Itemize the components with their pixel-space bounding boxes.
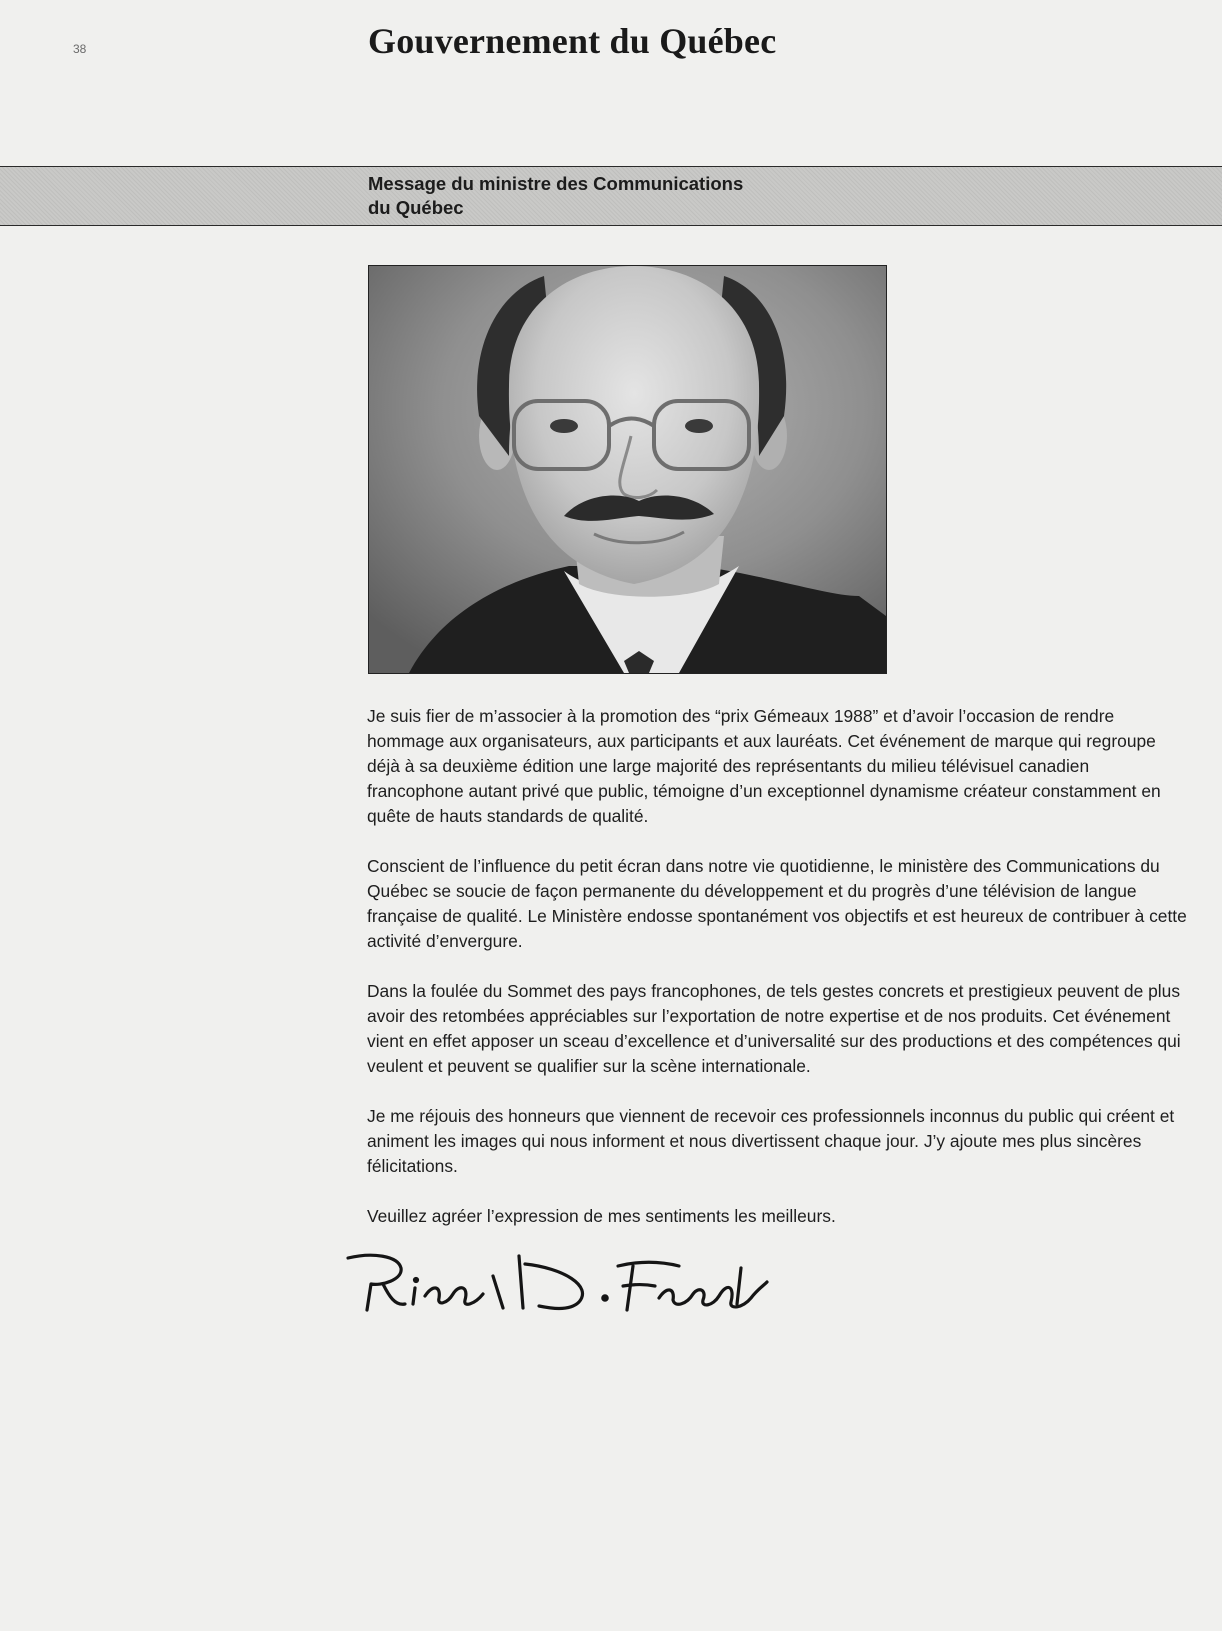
portrait-illustration (369, 266, 886, 673)
section-title-line-2: du Québec (368, 197, 464, 218)
section-header-band (0, 166, 1222, 226)
letter-paragraph-4: Je me réjouis des honneurs que viennent de recevoir ces professionnels inconnus du public qui créent et animent les images qui nous informent et nous divertissent chaque jour. J’y ajoute mes plus sincères félicitations. (367, 1106, 1175, 1176)
letter-paragraph-1: Je suis fier de m’associer à la promotion des “prix Gémeaux 1988” et d’avoir l’occasion de rendre hommage aux organisateurs, aux participants et aux lauréats. Cet événement de marque qui regroupe déjà à sa deuxième édition une large majorité des représentants du milieu télévisuel canadien francophone autant privé que public, témoigne d’un exceptionnel dynamisme créateur constamment en quête de hauts standards de qualité. (367, 706, 1161, 826)
page-number: 38 (73, 42, 87, 56)
letter-closing: Veuillez agréer l’expression de mes sentiments les meilleurs. (367, 1206, 836, 1226)
organization-title: Gouvernement du Québec (368, 21, 777, 61)
letter-paragraph-3: Dans la foulée du Sommet des pays francophones, de tels gestes concrets et prestigieux peuvent de plus avoir des retombées appréciables sur l’exportation de notre expertise et de nos produits. Cet événement vient en effet apposer un sceau d’excellence et d’universalité sur des productions et des compétences qui veulent et peuvent se qualifier sur la scène internationale. (367, 981, 1181, 1076)
section-title-line-1: Message du ministre des Communications (368, 173, 744, 194)
letter-paragraph-2: Conscient de l’influence du petit écran dans notre vie quotidienne, le ministère des Communications du Québec se soucie de façon permanente du développement et du progrès d’une télévision de langue française de qualité. Le Ministère endosse spontanément vos objectifs et est heureux de contribuer à cette activité d’envergure. (367, 856, 1187, 951)
minister-portrait-photo (368, 265, 887, 674)
letter-body (367, 704, 1187, 1229)
signature-drawing (343, 1246, 773, 1326)
section-title (368, 172, 788, 220)
handwritten-signature (343, 1246, 773, 1331)
